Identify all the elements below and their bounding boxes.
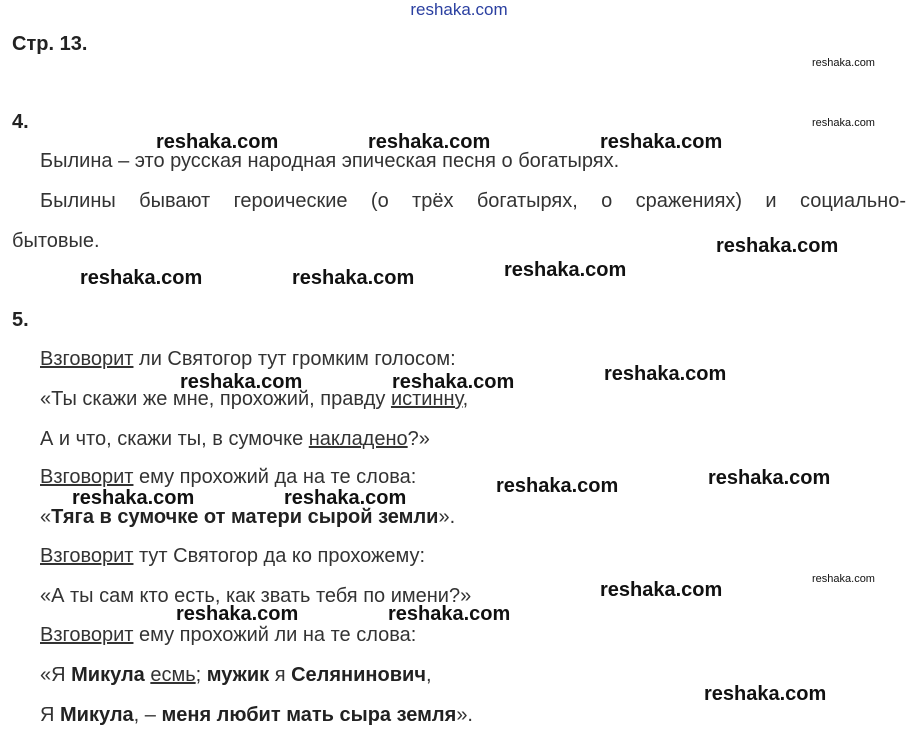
poem-text: , xyxy=(462,388,469,410)
underlined-word: Взговорит xyxy=(40,624,134,646)
watermark-overlay: reshaka.com xyxy=(600,131,723,153)
watermark-overlay: reshaka.com xyxy=(72,487,195,509)
underlined-word: накладено xyxy=(308,428,408,450)
watermark-small: reshaka.com xyxy=(812,117,875,129)
underlined-word: истинну xyxy=(390,388,463,410)
page-reference: Стр. 13. xyxy=(12,33,88,55)
watermark-overlay: reshaka.com xyxy=(388,603,511,625)
bold-word: Микула xyxy=(60,704,134,726)
bold-word: мужик xyxy=(206,664,270,686)
task-number-4: 4. xyxy=(12,111,29,133)
watermark-overlay: reshaka.com xyxy=(368,131,491,153)
watermark-overlay: reshaka.com xyxy=(496,475,619,497)
watermark-overlay: reshaka.com xyxy=(604,363,727,385)
poem-text: ли Святогор тут громким голосом: xyxy=(133,348,456,370)
poem-text: «Ты скажи же мне, прохожий, правду xyxy=(40,388,391,410)
poem-text: «Я xyxy=(40,664,72,686)
poem-line-6 xyxy=(40,545,425,568)
watermark-overlay: reshaka.com xyxy=(156,131,279,153)
watermark-overlay: reshaka.com xyxy=(708,467,831,489)
poem-text: , xyxy=(425,664,432,686)
watermark-overlay: reshaka.com xyxy=(716,235,839,257)
bold-phrase: Тяга в сумочке от матери сырой земли xyxy=(51,506,439,528)
watermark-overlay: reshaka.com xyxy=(80,267,203,289)
watermark-small: reshaka.com xyxy=(812,573,875,585)
poem-text: А и что, скажи ты, в сумочке xyxy=(40,428,309,450)
poem-line-10 xyxy=(40,704,473,727)
task4-paragraph-2-line-1: Былины бывают героические (о трёх богатырях, о сражениях) и социально- xyxy=(40,190,906,212)
underlined-word: есмь xyxy=(150,664,196,686)
bold-phrase: меня любит мать сыра земля xyxy=(161,704,457,726)
poem-text: ему прохожий да на те слова: xyxy=(133,466,417,488)
watermark-overlay: reshaka.com xyxy=(284,487,407,509)
poem-text: , – xyxy=(133,704,162,726)
poem-text: « xyxy=(40,506,52,528)
poem-line-8 xyxy=(40,624,416,647)
watermark-overlay: reshaka.com xyxy=(504,259,627,281)
watermark-overlay: reshaka.com xyxy=(392,371,515,393)
underlined-word: Взговорит xyxy=(40,466,134,488)
poem-text: тут Святогор да ко прохожему: xyxy=(133,545,426,567)
poem-text: ; xyxy=(195,664,207,686)
watermark-top[interactable]: reshaka.com xyxy=(410,0,508,19)
bold-word: Микула xyxy=(71,664,145,686)
watermark-overlay: reshaka.com xyxy=(176,603,299,625)
task4-paragraph-1: Былина – это русская народная эпическая песня о богатырях. xyxy=(40,150,620,172)
poem-text: ?» xyxy=(407,428,430,450)
underlined-word: Взговорит xyxy=(40,348,134,370)
poem-line-9 xyxy=(40,664,432,687)
task-number-5: 5. xyxy=(12,309,29,331)
poem-line-3 xyxy=(40,428,430,451)
task4-paragraph-2-line-2: бытовые. xyxy=(12,230,100,252)
watermark-small: reshaka.com xyxy=(812,57,875,69)
watermark-overlay: reshaka.com xyxy=(292,267,415,289)
watermark-overlay: reshaka.com xyxy=(704,683,827,705)
poem-text: ». xyxy=(456,704,473,726)
poem-line-4 xyxy=(40,466,416,489)
poem-line-7: «А ты сам кто есть, как звать тебя по имени?» xyxy=(40,585,472,607)
underlined-word: Взговорит xyxy=(40,545,134,567)
poem-text: я xyxy=(269,664,292,686)
watermark-overlay: reshaka.com xyxy=(180,371,303,393)
poem-text: Я xyxy=(40,704,60,726)
poem-line-1 xyxy=(40,348,456,371)
bold-word: Селянинович xyxy=(291,664,426,686)
poem-text: ему прохожий ли на те слова: xyxy=(133,624,417,646)
watermark-overlay: reshaka.com xyxy=(600,579,723,601)
poem-text: ». xyxy=(438,506,456,528)
